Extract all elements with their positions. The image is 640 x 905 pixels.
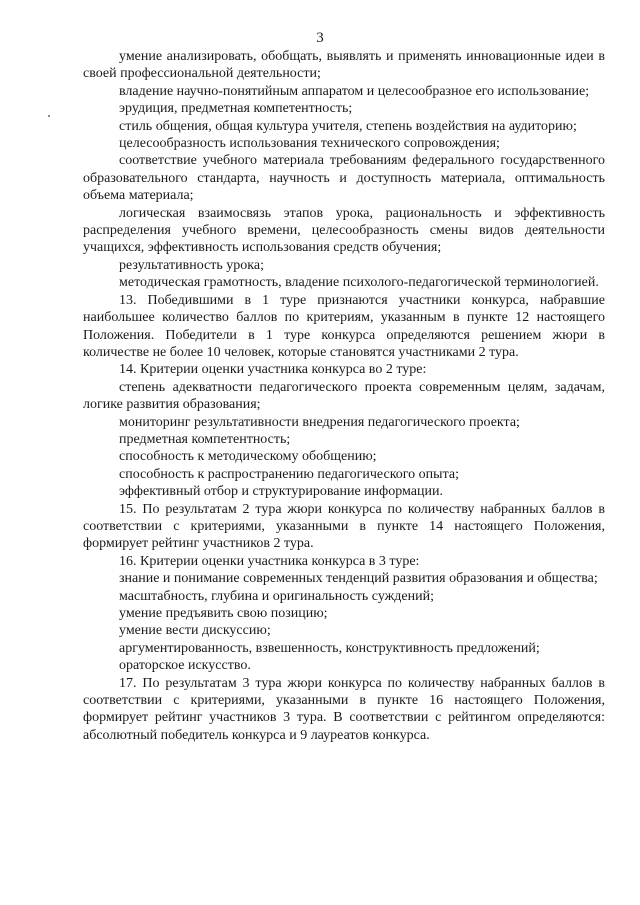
clause-17: 17. По результатам 3 тура жюри конкурса по количеству набранных баллов в соответствии с критериями, указанными в пункте 16 настоящего Положения, формирует рейтинг участников 3 тура. В соответствии с рейтингом определяются: абсолютный победитель конкурса и 9 лауреатов конкурса. (83, 675, 605, 743)
scan-speck (48, 115, 50, 117)
criterion-technical-support: целесообразность использования технического сопровождения; (119, 136, 500, 152)
page-number: 3 (316, 30, 324, 46)
criterion-erudition: эрудиция, предметная компетентность; (119, 101, 353, 117)
round3-criterion-discussion: умение вести дискуссию; (119, 623, 271, 639)
criterion-methodical-literacy: методическая грамотность, владение психолого-педагогической терминологией. (119, 275, 599, 291)
round3-criterion-position: умение предъявить свою позицию; (119, 606, 328, 621)
round3-criterion-oratory: ораторское искусство. (119, 658, 251, 674)
round3-criterion-judgements: масштабность, глубина и оригинальность суждений; (119, 588, 435, 604)
clause-13: 13. Победившими в 1 туре признаются участники конкурса, набравшие наибольшее количество баллов по критериям, указанным в пункте 12 настоящего Положения. Победители в 1 туре конкурса определяются решением жюри в количестве не более 10 человек, которые становятся участниками 2 тура. (83, 292, 605, 360)
round2-criterion-monitoring: мониторинг результативности внедрения педагогического проекта; (119, 414, 520, 430)
criterion-standard-compliance: соответствие учебного материала требованиям федерального государственного образовательного стандарта, научность и доступность материала, оптимальность объема материала; (83, 153, 605, 204)
clause-15: 15. По результатам 2 тура жюри конкурса по количеству набранных баллов в соответствии с критериями, указанными в пункте 14 настоящего Положения, формирует рейтинг участников 2 тура. (83, 501, 605, 552)
criterion-lesson-logic: логическая взаимосвязь этапов урока, рациональность и эффективность распределения учебного времени, целесообразность смены видов деятельности учащихся, эффективность использования средств обучения; (83, 205, 605, 256)
round2-criterion-information: эффективный отбор и структурирование информации. (119, 484, 443, 500)
document-body (83, 48, 605, 744)
criterion-innovation: умение анализировать, обобщать, выявлять и применять инновационные идеи в своей профессиональной деятельности; (83, 49, 605, 82)
criterion-communication-style: стиль общения, общая культура учителя, степень воздействия на аудиторию; (119, 118, 577, 134)
criterion-lesson-results: результативность урока; (119, 257, 264, 273)
round3-criterion-trends: знание и понимание современных тенденций развития образования и общества; (119, 571, 598, 587)
criterion-terminology-apparatus: владение научно-понятийным аппаратом и целесообразное его использование; (119, 83, 590, 99)
round2-criterion-generalization: способность к методическому обобщению; (119, 449, 377, 465)
round3-criterion-proposals: аргументированность, взвешенность, конструктивность предложений; (119, 640, 540, 656)
round2-criterion-dissemination: способность к распространению педагогического опыта; (119, 466, 459, 482)
clause-14-heading: 14. Критерии оценки участника конкурса во 2 туре: (119, 362, 427, 378)
round2-criterion-subject-competence: предметная компетентность; (119, 431, 291, 447)
clause-16-heading: 16. Критерии оценки участника конкурса в 3 туре: (119, 553, 420, 569)
round2-criterion-project-adequacy: степень адекватности педагогического проекта современным целям, задачам, логике развития образования; (83, 379, 605, 413)
